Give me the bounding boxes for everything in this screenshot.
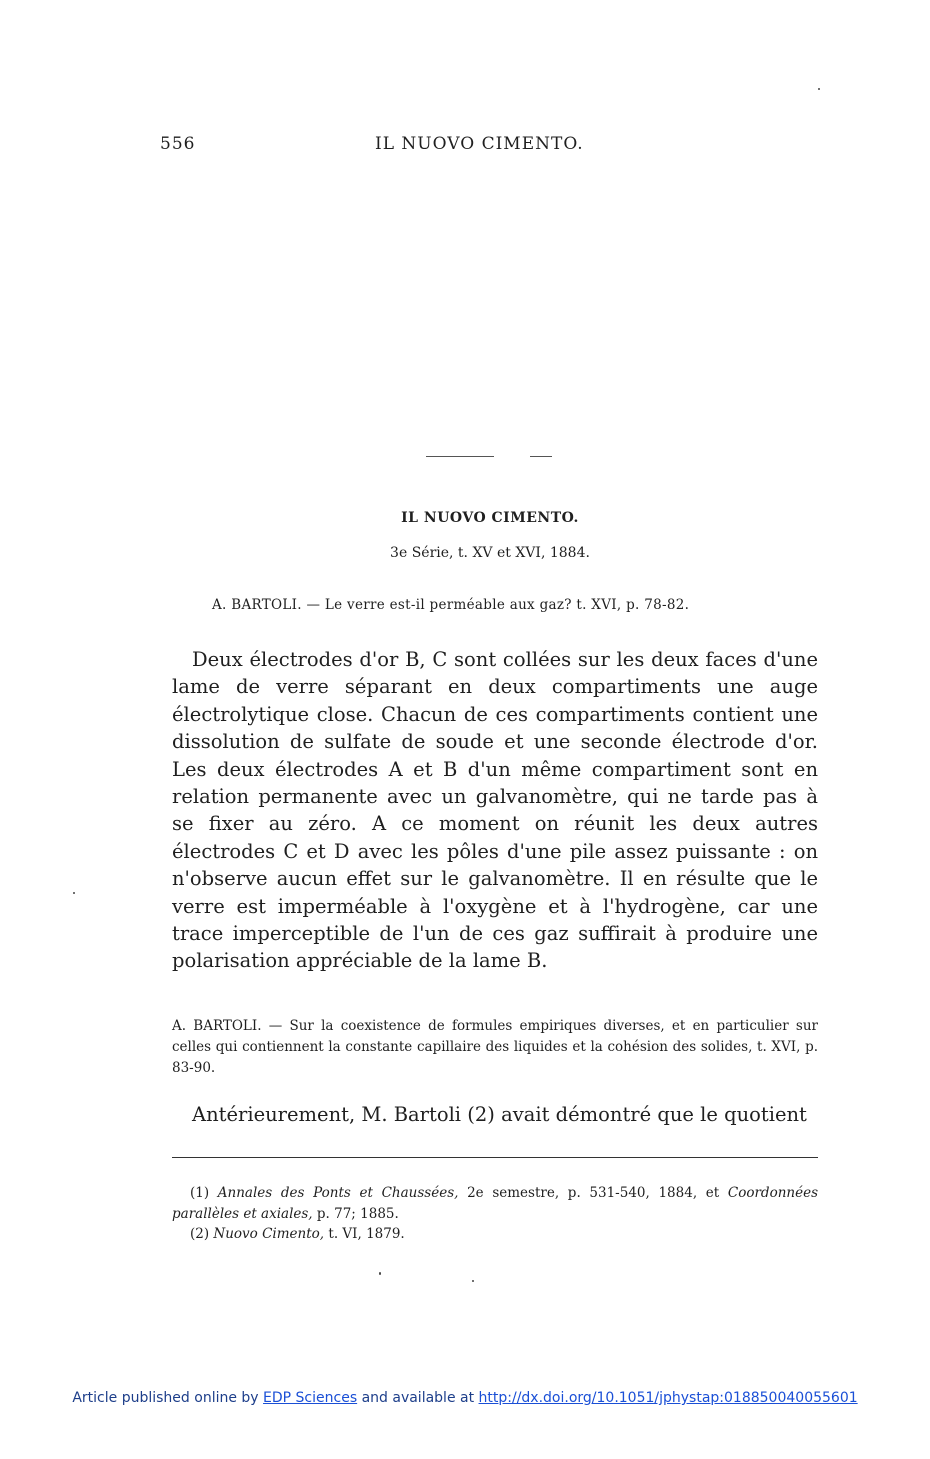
paragraph-text: avait démontré que le quotient (501, 1103, 807, 1126)
publisher-link[interactable]: EDP Sciences (263, 1390, 358, 1406)
footnote-marker: (1) (190, 1185, 210, 1201)
footnote-source: Nuovo Cimento, (213, 1226, 325, 1242)
article-author: A. BARTOLI. (172, 1018, 262, 1034)
footnote-text: t. VI, 1879. (328, 1226, 405, 1242)
footnote-source: Coordonnées parallèles et axiales, (172, 1185, 818, 1222)
page-number: 556 (160, 134, 196, 154)
section-separator-rule-short (530, 456, 552, 457)
publisher-bar (0, 1390, 930, 1406)
footnote-reference: (2) (467, 1103, 495, 1126)
journal-series-line: 3e Série, t. XV et XVI, 1884. (390, 545, 590, 561)
footnote-source: Annales des Ponts et Chaussées, (217, 1185, 459, 1201)
running-title: IL NUOVO CIMENTO. (375, 134, 584, 154)
publisher-bar-prefix: Article published online by (72, 1390, 259, 1406)
footnote-text: p. 77; 1885. (316, 1206, 399, 1222)
section-separator-rule (426, 456, 494, 457)
article-author: A. BARTOLI. (212, 597, 302, 613)
scan-speck (818, 88, 820, 90)
footnote-text: 2e semestre, p. 531-540, 1884, et (467, 1185, 720, 1201)
article-title: — Le verre est-il perméable aux gaz? t. XVI, p. 78-82. (306, 597, 690, 613)
footnote-marker: (2) (190, 1226, 210, 1242)
paragraph-text: Deux électrodes d'or B, C sont collées sur les deux faces d'une lame de verre séparant en deux compartiments une auge électrolytique close. Chacun de ces compartiments contient une dissolution de sulfate de soude et une seconde électrode d'or. Les deux électrodes A et B d'un même compartiment sont en relation permanente avec un galvanomètre, qui ne tarde pas à se fixer au zéro. A ce moment on réunit les deux autres électrodes C et D avec les pôles d'une pile assez puissante : on n'observe aucun effet sur le galvanomètre. Il en résulte que le verre est imperméable à l'oxygène et à l'hydrogène, car une trace imperceptible de l'un de ces gaz suffirait à produire une polarisation appréciable de la lame B. (172, 648, 818, 973)
publisher-bar-middle: and available at (361, 1390, 475, 1406)
article-heading (212, 597, 812, 613)
footnote-rule (172, 1157, 818, 1158)
article-paragraph (172, 1101, 818, 1128)
scan-speck (472, 1280, 474, 1282)
running-head (160, 134, 820, 158)
footnote-2 (190, 1224, 836, 1245)
doi-link[interactable]: http://dx.doi.org/10.1051/jphystap:018850040055601 (478, 1390, 858, 1406)
journal-section-title: IL NUOVO CIMENTO. (401, 510, 579, 526)
paragraph-text: Antérieurement, M. Bartoli (192, 1103, 462, 1126)
article-heading (172, 1016, 818, 1079)
scan-speck (379, 1272, 381, 1275)
article-paragraph (172, 646, 818, 975)
footnote-1 (172, 1183, 818, 1225)
article-title: — Sur la coexistence de formules empiriques diverses, et en particulier sur celles qui contiennent la constante capillaire des liquides et la cohésion des solides, t. XVI, p. 83-90. (172, 1018, 819, 1076)
scan-speck (73, 892, 75, 894)
